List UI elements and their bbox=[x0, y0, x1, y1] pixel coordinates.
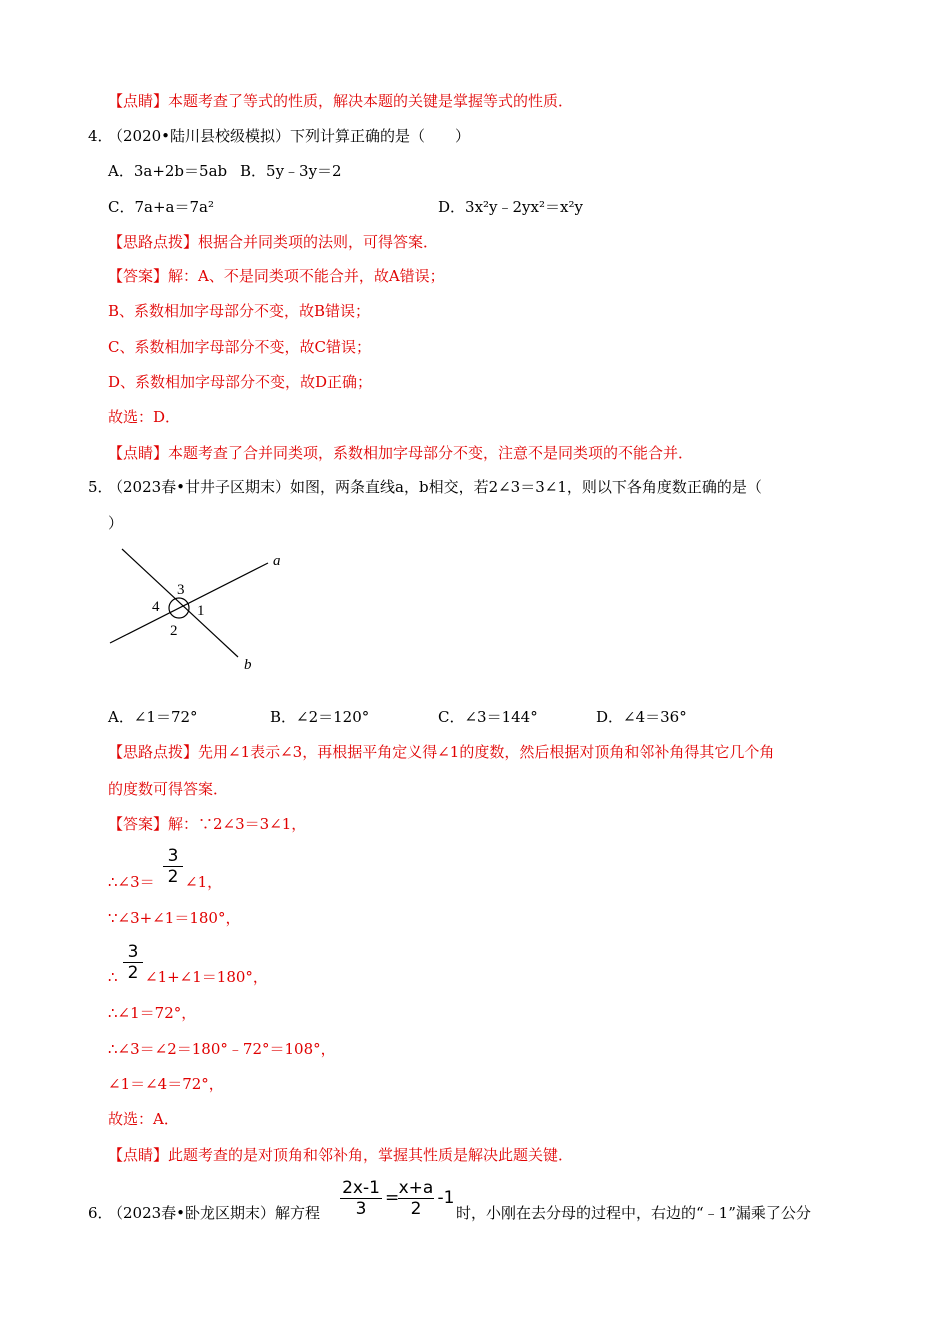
fraction-denominator-2: 2 bbox=[123, 962, 143, 983]
q5-tip: 【点睛】此题考查的是对顶角和邻补角，掌握其性质是解决此题关键． bbox=[108, 1146, 574, 1164]
q4-answer-line-3: C、系数相加字母部分不变，故C错误； bbox=[108, 338, 371, 356]
q5-answer-choice: 故选：A． bbox=[108, 1110, 179, 1128]
prev-tip: 【点睛】本题考查了等式的性质，解决本题的关键是掌握等式的性质． bbox=[108, 92, 574, 110]
equation-rhs-tail: -1 bbox=[437, 1188, 455, 1208]
q5-hint-line-2: 的度数可得答案． bbox=[108, 780, 229, 798]
q5-answer-line-4-suffix: ∠1+∠1＝180°， bbox=[145, 968, 268, 986]
q5-answer-line-6: ∴∠3＝∠2＝180°﹣72°＝108°， bbox=[108, 1040, 336, 1058]
q5-answer-line-3: ∵∠3+∠1＝180°， bbox=[108, 909, 241, 927]
label-line-a: a bbox=[273, 553, 281, 569]
intersecting-lines-figure bbox=[108, 543, 298, 678]
q5-answer-line-7: ∠1＝∠4＝72°， bbox=[108, 1075, 224, 1093]
q5-stem: （2023春•甘井子区期末）如图，两条直线a，b相交，若2∠3＝3∠1，则以下各角度数正确的是（ bbox=[108, 478, 762, 496]
lhs-numerator: 2x-1 bbox=[342, 1178, 380, 1198]
q4-answer-line-2: B、系数相加字母部分不变，故B错误； bbox=[108, 302, 371, 320]
label-angle-2: 2 bbox=[170, 623, 178, 639]
q6-stem: （2023春•卧龙区期末）解方程 bbox=[108, 1204, 321, 1222]
q4-stem: （2020•陆川县校级模拟）下列计算正确的是（ ） bbox=[108, 127, 471, 145]
fraction-three-halves bbox=[163, 846, 183, 887]
q5-option-b: B．∠2＝120° bbox=[270, 708, 370, 726]
q4-option-d: D．3x²y﹣2yx²＝x²y bbox=[438, 198, 583, 216]
fraction-numerator: 3 bbox=[167, 846, 179, 866]
fraction-denominator: 2 bbox=[163, 866, 183, 887]
q4-option-a: A．3a+2b＝5ab bbox=[108, 162, 228, 180]
q5-answer-line-2-prefix: ∴∠3＝ bbox=[108, 873, 155, 891]
line-a bbox=[110, 563, 268, 643]
q4-answer-choice: 故选：D． bbox=[108, 408, 181, 426]
q5-option-d: D．∠4＝36° bbox=[596, 708, 687, 726]
line-b bbox=[122, 549, 238, 657]
q4-tip: 【点睛】本题考查了合并同类项，系数相加字母部分不变，注意不是同类项的不能合并． bbox=[108, 444, 694, 462]
equation-equals: = bbox=[385, 1188, 400, 1208]
equation-rhs-fraction bbox=[398, 1178, 434, 1219]
rhs-denominator: 2 bbox=[398, 1198, 434, 1219]
lhs-denominator: 3 bbox=[340, 1198, 382, 1219]
q4-answer-line-1: 【答案】解：A、不是同类项不能合并，故A错误； bbox=[108, 267, 445, 285]
q4-hint: 【思路点拨】根据合并同类项的法则，可得答案． bbox=[108, 233, 439, 251]
q5-number: 5． bbox=[88, 478, 113, 496]
q5-stem-end: ） bbox=[108, 514, 124, 532]
q4-number: 4． bbox=[88, 127, 113, 145]
fraction-three-halves-2 bbox=[123, 942, 143, 983]
q5-option-a: A．∠1＝72° bbox=[108, 708, 198, 726]
q5-option-c: C．∠3＝144° bbox=[438, 708, 538, 726]
equation-lhs-fraction bbox=[340, 1178, 382, 1219]
q6-number: 6． bbox=[88, 1204, 113, 1222]
q5-hint-line-1: 【思路点拨】先用∠1表示∠3，再根据平角定义得∠1的度数，然后根据对顶角和邻补角得其它几个角 bbox=[108, 743, 775, 761]
q5-answer-line-5: ∴∠1＝72°， bbox=[108, 1004, 197, 1022]
label-line-b: b bbox=[244, 657, 252, 673]
label-angle-1: 1 bbox=[197, 603, 205, 619]
fraction-numerator-2: 3 bbox=[127, 942, 139, 962]
q5-answer-line-1: 【答案】解：∵2∠3＝3∠1， bbox=[108, 815, 307, 833]
label-angle-3: 3 bbox=[177, 582, 185, 598]
q4-option-b: B．5y﹣3y＝2 bbox=[240, 162, 342, 180]
q4-answer-line-4: D、系数相加字母部分不变，故D正确； bbox=[108, 373, 373, 391]
rhs-numerator: x+a bbox=[398, 1178, 434, 1198]
q4-option-c: C．7a+a＝7a² bbox=[108, 198, 214, 216]
q6-stem-rest: 时，小刚在去分母的过程中，右边的“﹣1”漏乘了公分 bbox=[456, 1204, 811, 1222]
q5-answer-line-2-suffix: ∠1， bbox=[185, 873, 223, 891]
q5-answer-line-4-prefix: ∴ bbox=[108, 968, 118, 986]
label-angle-4: 4 bbox=[152, 599, 160, 615]
